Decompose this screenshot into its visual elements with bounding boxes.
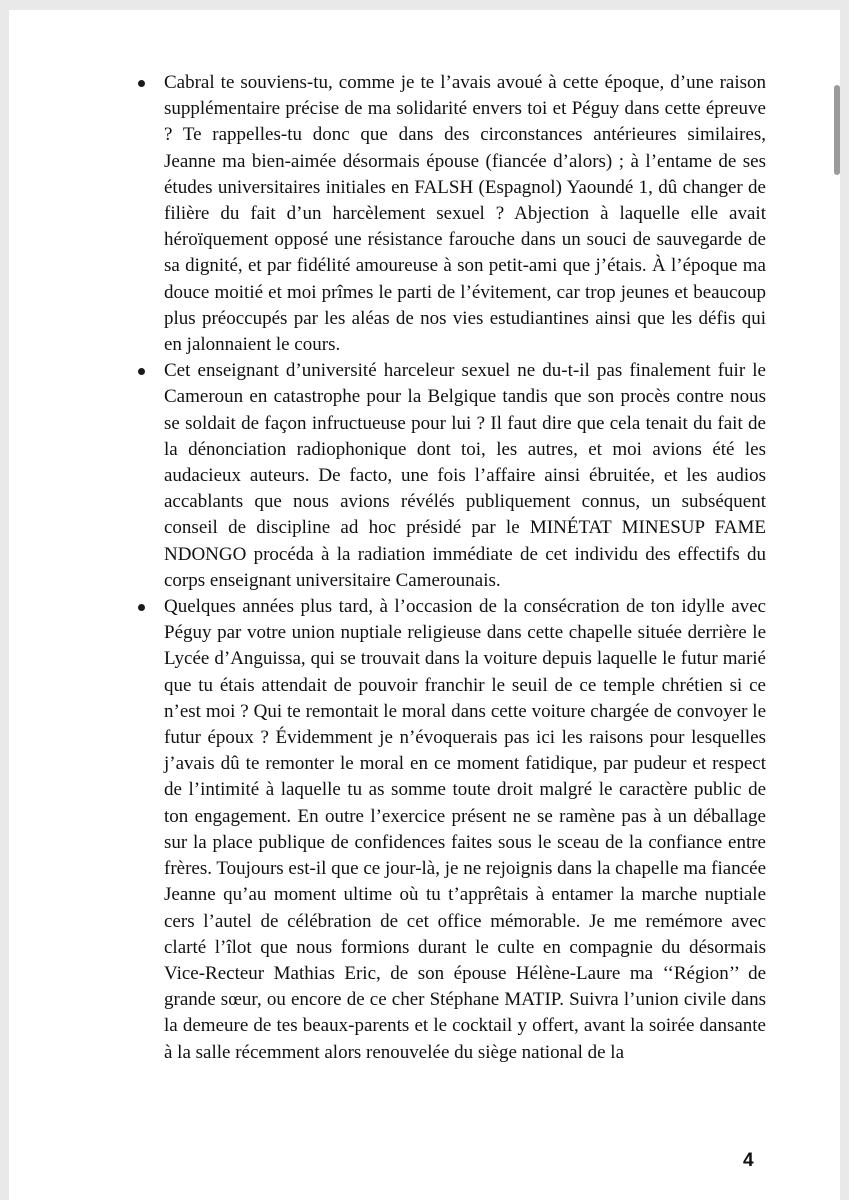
list-item	[126, 594, 766, 1066]
paragraph: Quelques années plus tard, à l’occasion de la consécration de ton idylle avec Péguy par votre union nuptiale religieuse dans cette chapelle située derrière le Lycée d’Anguissa, qui se trouvait dans la voiture depuis laquelle le futur marié que tu étais attendait de pouvoir franchir le seuil de ce temple chrétien si ce n’est moi ? Qui te remontait le moral dans cette voiture chargée de convoyer le futur époux ? Évidemment je n’évoquerais pas ici les raisons pour lesquelles j’avais dû te remonter le moral en ce moment fatidique, par pudeur et respect de l’intimité à laquelle tu as somme toute droit malgré le caractère public de ton engagement. En outre l’exercice présent ne se ramène pas à un déballage sur la place publique de confidences faites sous le sceau de la confiance entre frères. Toujours est-il que ce jour-là, je ne rejoignis dans la chapelle ma fiancée Jeanne qu’au moment ultime où tu t’apprêtais à entamer la marche nuptiale cers l’autel de célébration de cet office mémorable. Je me remémore avec clarté l’îlot que nous formions durant le culte en compagnie du désormais Vice-Recteur Mathias Eric, de son épouse Hélène-Laure ma ‘‘Région’’ de grande sœur, ou encore de ce cher Stéphane MATIP. Suivra l’union civile dans la demeure de tes beaux-parents et le cocktail y offert, avant la soirée dansante à la salle récemment alors renouvelée du siège national de la	[164, 596, 766, 1063]
document-page	[9, 10, 840, 1200]
page-number: 4	[743, 1150, 754, 1171]
paragraph: Cet enseignant d’université harceleur sexuel ne du-t-il pas finalement fuir le Cameroun en catastrophe pour la Belgique tandis que son procès contre nous se soldait de façon infructueuse pour lui ? Il faut dire que cela tenait du fait de la dénonciation radiophonique dont toi, les autres, et moi avions été les audacieux auteurs. De facto, une fois l’affaire ainsi ébruitée, et les audios accablants que nous avions révélés publiquement connus, un subséquent conseil de discipline ad hoc présidé par le MINÉTAT MINESUP FAME NDONGO procéda à la radiation immédiate de cet individu des effectifs du corps enseignant universitaire Camerounais.	[164, 360, 766, 591]
scrollbar-thumb[interactable]	[834, 85, 840, 175]
bullet-icon	[138, 368, 145, 375]
list-item	[126, 358, 766, 594]
bullet-icon	[138, 80, 145, 87]
list-item	[126, 70, 766, 358]
bullet-list	[126, 70, 766, 1066]
bullet-icon	[138, 604, 145, 611]
paragraph: Cabral te souviens-tu, comme je te l’avais avoué à cette époque, d’une raison supplémentaire précise de ma solidarité envers toi et Péguy dans cette épreuve ? Te rappelles-tu donc que dans des circonstances antérieures similaires, Jeanne ma bien-aimée désormais épouse (fiancée d’alors) ; à l’entame de ses études universitaires initiales en FALSH (Espagnol) Yaoundé 1, dû changer de filière du fait d’un harcèlement sexuel ? Abjection à laquelle elle avait héroïquement opposé une résistance farouche dans un souci de sauvegarde de sa dignité, et par fidélité amoureuse à son petit-ami que j’étais. À l’époque ma douce moitié et moi prîmes le parti de l’évitement, car trop jeunes et beaucoup plus préoccupés par les aléas de nos vies estudiantines ainsi que les défis qui en jalonnaient le cours.	[164, 72, 766, 356]
